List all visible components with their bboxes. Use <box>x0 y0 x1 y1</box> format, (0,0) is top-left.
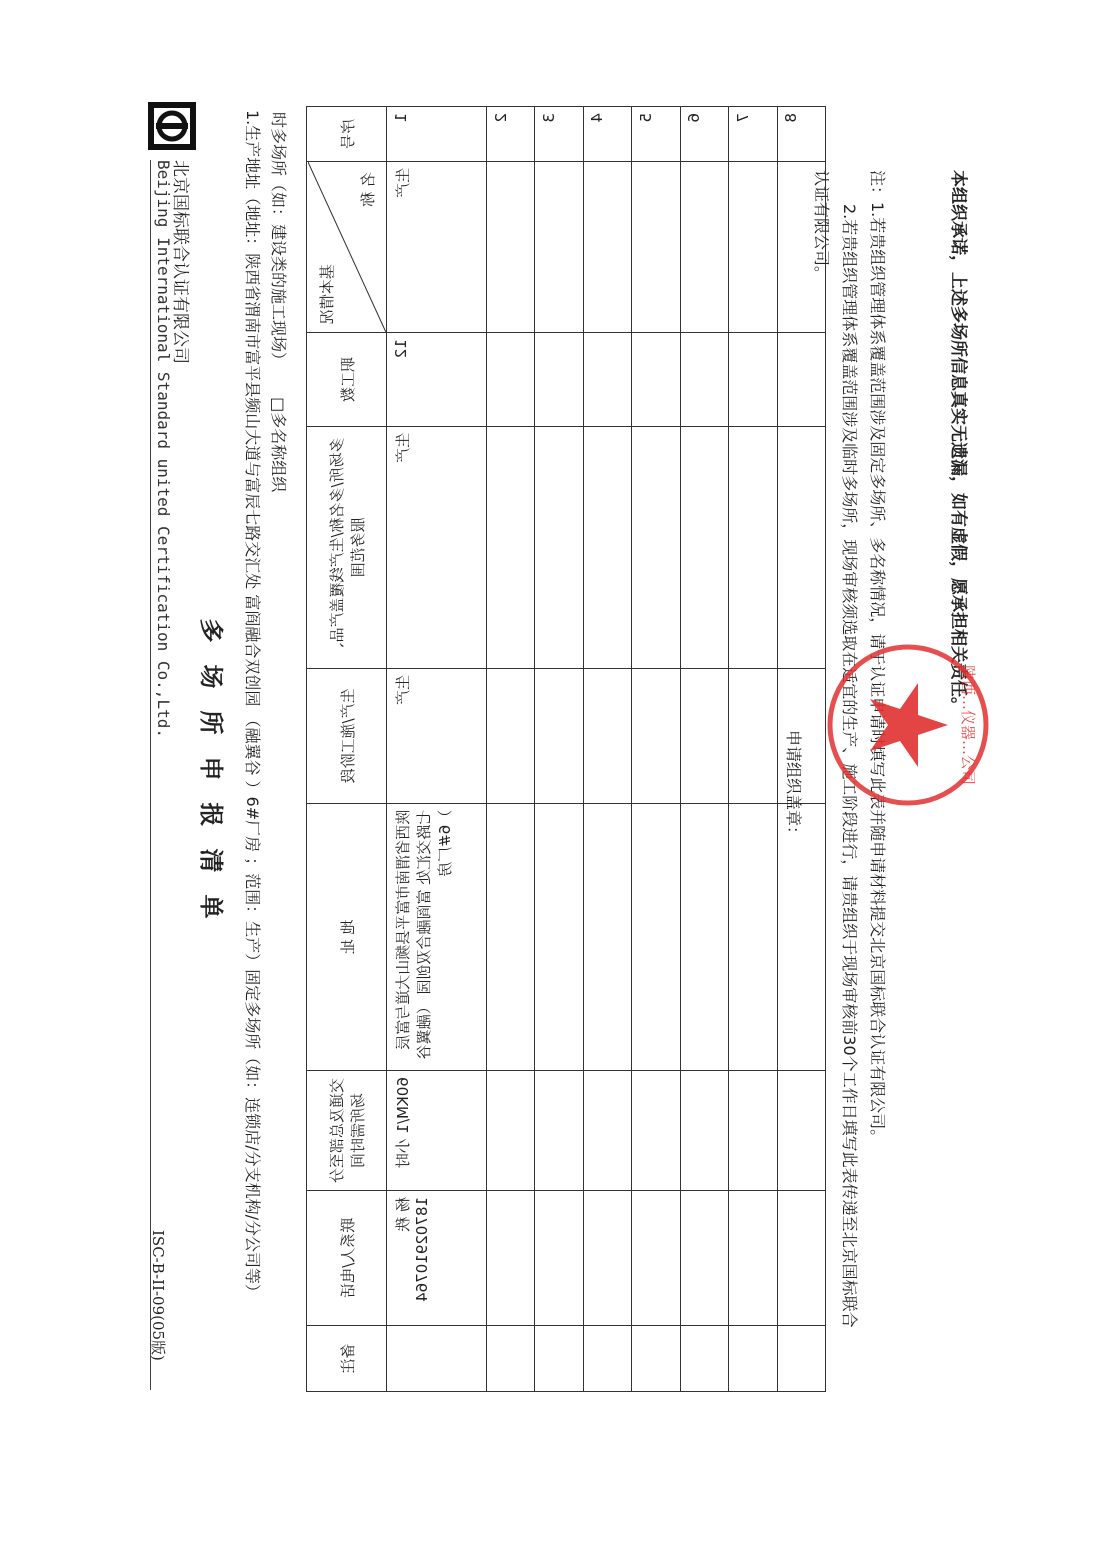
cell-contact: 杨 秩 18702910764 <box>387 1190 487 1325</box>
header-seq: 序号 <box>307 107 387 162</box>
header-staff: 职工数 <box>307 333 387 427</box>
cell-seq: 1 <box>387 107 487 162</box>
page-title: 多场所申报清单 <box>197 618 225 941</box>
address-line-2 <box>268 112 291 492</box>
table-row <box>680 107 728 1392</box>
header-address: 地 址 <box>307 803 387 1070</box>
cell-address: 陕西省渭南市富平县频山大道与富辰七路交汇处 富阎融合双创园 （融翼谷 ）6#厂房 <box>387 803 487 1070</box>
company-seal-icon <box>823 640 993 810</box>
isc-logo-icon <box>146 100 198 152</box>
header-stage: 生产/施工阶段 <box>307 668 387 803</box>
form-code: ISC-B-II-09(05版) <box>149 1230 167 1361</box>
cell-seq: 5 <box>632 107 680 162</box>
table-row <box>535 107 583 1392</box>
table-row <box>487 107 535 1392</box>
header-divider <box>150 160 151 1390</box>
cell-staff: 12 <box>387 333 487 427</box>
note-1: 注：1.若贵组织管理体系覆盖范围涉及固定多场所、多名称情况，请于认证申请时填写此表并随申请材料提交北京国标联合认证有限公司。 <box>868 170 887 1146</box>
header-scope: 多场所/多名称/生产线覆盖产品、服务范围 <box>307 426 387 668</box>
header-basic <box>307 161 387 332</box>
table-row <box>387 107 487 1392</box>
table-row <box>583 107 631 1392</box>
sites-table <box>306 106 826 1392</box>
cell-stage: 生产 <box>387 668 487 803</box>
table-header-row <box>307 107 387 1392</box>
cell-remark <box>387 1325 487 1391</box>
table-row <box>729 107 777 1392</box>
cell-seq: 6 <box>680 107 728 162</box>
header-basic-top: 基本情况 <box>317 264 336 325</box>
header-remark: 备注 <box>307 1325 387 1391</box>
company-name-en: Beijing International Standard united Certification Co.,Ltd. <box>154 160 173 738</box>
header-basic-bottom: 名 称 <box>358 171 377 207</box>
cell-scope: 生产 <box>387 426 487 668</box>
address-line-1: 1.生产地址（地址：陕西省渭南市富平县频山大道与富辰七路交汇处 富阎融合双创园 （融翼谷 ）6#厂房 ；范围：生产）固定多场所（如：连锁店/分支机构/分公司等） <box>243 110 262 1300</box>
address-line-2-prefix: 时多场所（如：建设类的施工现场） <box>269 112 288 369</box>
cell-seq: 7 <box>729 107 777 162</box>
cell-seq: 4 <box>583 107 631 162</box>
cell-seq: 2 <box>487 107 535 162</box>
header-traffic: 交通及总部至分场所需时间 <box>307 1071 387 1191</box>
commitment-statement: 本组织承诺，上述多场所信息真实无遗漏，如有虚假，愿承担相关责任。 <box>948 170 968 714</box>
company-name-cn: 北京国标联合认证有限公司 <box>170 160 190 364</box>
note-2-cont: 认证有限公司。 <box>812 170 831 283</box>
note-2: 2.若贵组织管理体系覆盖范围涉及临时多场所，现场审核须选取在适宜的生产、施工阶段进行，请贵组织于现场审核前30个工作日填写此表传递至北京国标联合 <box>840 204 859 1328</box>
cell-seq: 8 <box>777 107 825 162</box>
header-contact: 联系人/电话 <box>307 1190 387 1325</box>
cell-traffic: 60KM/1 小时 <box>387 1071 487 1191</box>
multi-name-checkbox-label: □多名称组织 <box>269 397 288 493</box>
cell-name: 生产 <box>387 161 487 332</box>
seal-label: 申请组织盖章： <box>784 730 803 843</box>
cell-seq: 3 <box>535 107 583 162</box>
table-row <box>632 107 680 1392</box>
seal-text: 陕西…仪器…公司 <box>959 664 977 786</box>
